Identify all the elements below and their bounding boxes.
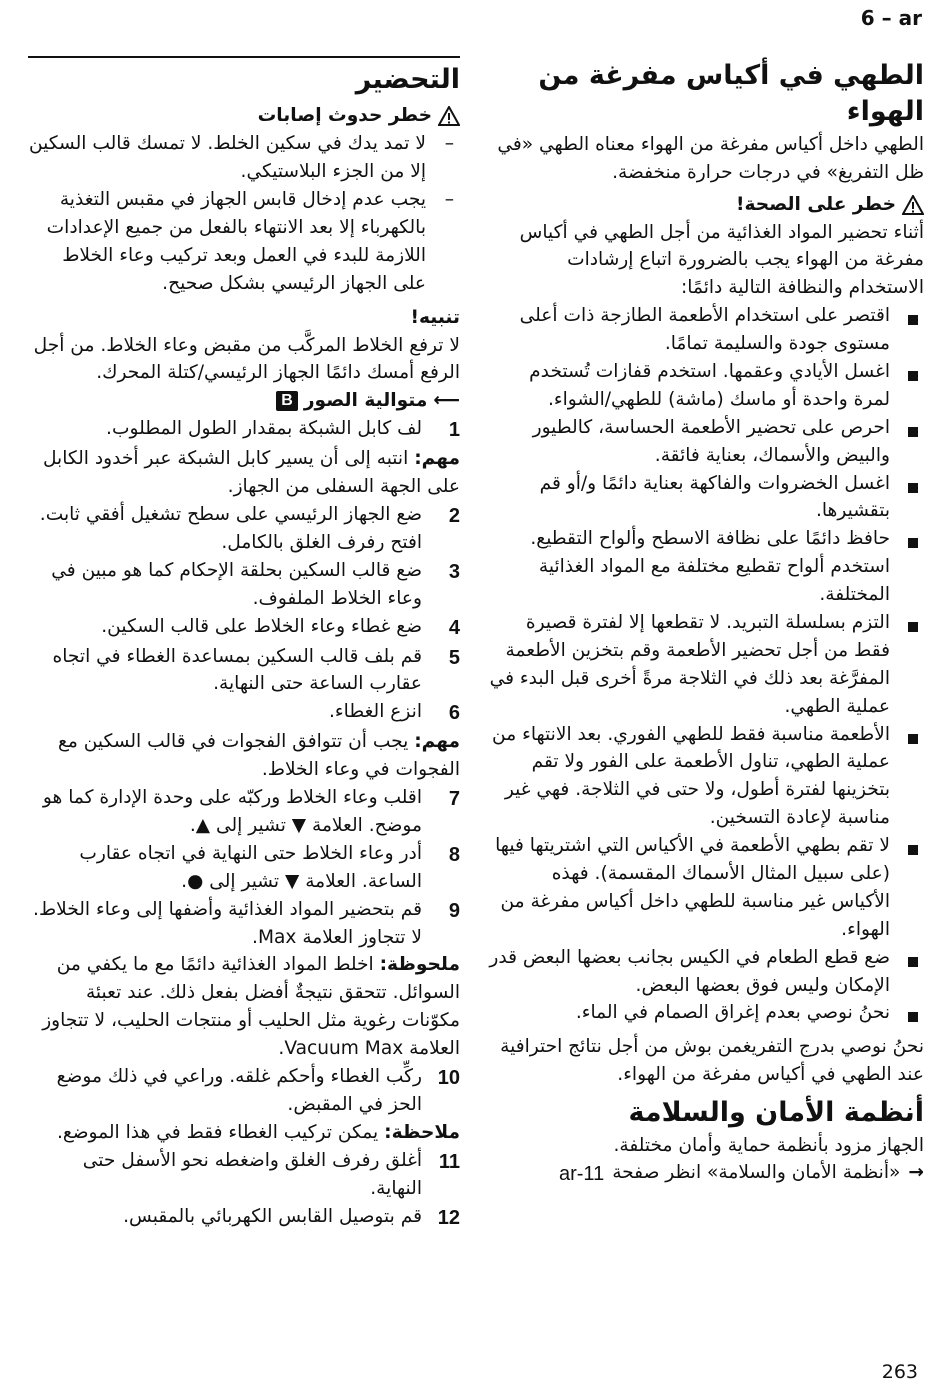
note-text: انتبه إلى أن يسير كابل الشبكة عبر أخدود الكابل على الجهة السفلى من الجهاز. — [42, 448, 460, 498]
step-number: 12 — [437, 1206, 460, 1229]
step — [28, 501, 460, 557]
health-warning-title: خطر على الصحة! — [736, 193, 896, 215]
step-text: ركِّب الغطاء وأحكم غلقه. وراعي في ذلك موضع الحز في المقبض. — [56, 1066, 422, 1115]
step — [28, 1147, 460, 1203]
step — [28, 784, 460, 840]
image-sequence-label: متوالية الصور — [303, 390, 428, 412]
injury-warning-list — [28, 130, 460, 297]
figure-b-badge: B — [276, 391, 298, 411]
note-text: يجب أن تتوافق الفجوات في قالب السكين مع الفجوات في وعاء الخلاط. — [57, 731, 460, 781]
injury-warning-heading — [28, 102, 460, 130]
step-text: أغلق رفرف الغلق واضغطه نحو الأسفل حتى النهاية. — [82, 1149, 422, 1199]
health-warning-heading — [488, 191, 924, 219]
list-item: اقتصر على استخدام الأطعمة الطازجة ذات أعلى مستوى جودة والسليمة تمامًا. — [488, 302, 924, 358]
step-number: 4 — [448, 616, 460, 639]
step-text: أدر وعاء الخلاط حتى النهاية في اتجاه عقارب الساعة. العلامة ▼ تشير إلى ●. — [79, 842, 422, 892]
note-label: ملاحظة: — [384, 1121, 460, 1143]
list-item: نحنُ نوصي بعدم إغراق الصمام في الماء. — [488, 999, 924, 1027]
safety-ref-page: ar-11 — [558, 1163, 605, 1186]
step — [28, 1063, 460, 1119]
step-number: 5 — [448, 646, 460, 669]
step-number: 9 — [448, 899, 460, 922]
injury-warning-title: خطر حدوث إصابات — [257, 105, 432, 127]
warning-triangle-icon — [438, 106, 460, 126]
safety-title: أنظمة الأمان والسلامة — [628, 1097, 924, 1129]
step — [28, 415, 460, 445]
step — [28, 1203, 460, 1233]
image-sequence-heading — [28, 387, 460, 415]
step-text: قم بتوصيل القابس الكهربائي بالمقبس. — [123, 1205, 422, 1227]
step-text: ضع قالب السكين بحلقة الإحكام كما هو مبين في وعاء الخلاط الملفوف. — [51, 559, 422, 609]
step-text: انزع الغطاء. — [329, 701, 422, 723]
note — [28, 728, 460, 784]
preparation-column — [28, 56, 460, 1233]
safety-reference — [488, 1159, 924, 1189]
step-text: قم بلف قالب السكين بمساعدة الغطاء في اتجاه عقارب الساعة حتى النهاية. — [52, 645, 422, 695]
step-number: 6 — [448, 702, 460, 725]
list-item: – لا تمد يدك في سكين الخلط. لا تمسك قالب السكين إلا من الجزء البلاستيكي. — [28, 130, 460, 186]
step-number: 2 — [448, 505, 460, 528]
step-text: اقلب وعاء الخلاط وركبّه على وحدة الإدارة كما هو موضح. العلامة ▼ تشير إلى ▲. — [42, 787, 422, 837]
step-number: 10 — [437, 1067, 460, 1090]
recommendation-text: نحنُ نوصي بدرج التفريغمن بوش من أجل نتائج احترافية عند الطهي في أكياس مفرغة من الهواء. — [500, 1036, 924, 1086]
step — [28, 840, 460, 896]
vacuum-cooking-intro: الطهي داخل أكياس مفرغة من الهواء معناه الطهي «في ظل التفريغ» في درجات حرارة منخفضة. — [497, 133, 924, 183]
step-number: 11 — [438, 1150, 460, 1173]
step — [28, 557, 460, 613]
list-item: – يجب عدم إدخال قابس الجهاز في مقبس التغذية بالكهرباء إلا بعد الانتهاء بالفعل من جميع الإعدادات اللازمة للبدء في العمل وبعد تركيب وعاء الخلاط على الجهاز الرئيسي بشكل صحيح. — [28, 186, 460, 298]
step-number: 8 — [448, 843, 460, 866]
list-item: التزم بسلسلة التبريد. لا تقطعها إلا لفترة قصيرة فقط من أجل تحضير الأطعمة وقم بتخزين الأطعمة المفرَّغة بعد ذلك في الثلاجة مرةً أخرى قبل البدء في عملية الطهي. — [488, 609, 924, 721]
safety-ref-text: «أنظمة الأمان والسلامة» انظر صفحة — [612, 1162, 901, 1184]
page-number: 263 — [881, 1361, 918, 1383]
step — [28, 643, 460, 699]
note — [28, 1119, 460, 1147]
caution-text: لا ترفع الخلاط المركَّب من مقبض وعاء الخلاط. من أجل الرفع أمسك دائمًا الجهاز الرئيسي/كتلة المحرك. — [33, 334, 460, 384]
step — [28, 613, 460, 643]
safety-text: الجهاز مزود بأنظمة حماية وأمان مختلفة. — [613, 1134, 924, 1156]
preparation-title: التحضير — [355, 64, 460, 95]
list-item: اغسل الأيادي وعقمها. استخدم قفازات تُستخدم لمرة واحدة أو ماسك (ماشة) للطهي/الشواء. — [488, 358, 924, 414]
step-text: ضع الجهاز الرئيسي على سطح تشغيل أفقي ثابت. افتح رفرف الغلق بالكامل. — [39, 504, 422, 553]
arrow-icon: → — [908, 1162, 924, 1184]
note-label: ملحوظة: — [379, 954, 460, 976]
list-item: اغسل الخضروات والفاكهة بعناية دائمًا و/أو قم بتقشيرها. — [488, 470, 924, 526]
list-item: احرص على تحضير الأطعمة الحساسة، كالطيور والبيض والأسماك، بعناية فائقة. — [488, 414, 924, 470]
step-text: ضع غطاء وعاء الخلاط على قالب السكين. — [101, 615, 422, 637]
health-warning-text: أثناء تحضير المواد الغذائية من أجل الطهي في أكياس مفرغة من الهواء يجب بالضرورة اتباع إرشادات الاستخدام والنظافة التالية دائمًا: — [519, 221, 924, 299]
list-item: الأطعمة مناسبة فقط للطهي الفوري. بعد الانتهاء من عملية الطهي، تناول الأطعمة على الفور ولا تقم بتخزينها لفترة أطول، ولا حتى في الثلاجة. فهي غير مناسبة لإعادة التسخين. — [488, 721, 924, 833]
step-number: 3 — [448, 560, 460, 583]
note-label: مهم: — [414, 448, 460, 470]
note — [28, 445, 460, 501]
vacuum-cooking-title: الطهي في أكياس مفرغة من الهواء — [538, 60, 924, 128]
hygiene-list — [488, 302, 924, 1027]
step-text: لف كابل الشبكة بمقدار الطول المطلوب. — [106, 418, 422, 440]
list-item: لا تقم بطهي الأطعمة في الأكياس التي اشتريتها فيها (على سبيل المثال الأسماك المقسمة). فهذه الأكياس غير مناسبة للطهي داخل أكياس مفرغة من الهواء. — [488, 832, 924, 944]
warning-triangle-icon — [902, 195, 924, 215]
section-label: 6 – ar — [860, 6, 922, 30]
note-text: يمكن تركيب الغطاء فقط في هذا الموضع. — [56, 1121, 379, 1143]
list-item: ضع قطع الطعام في الكيس بجانب بعضها البعض قدر الإمكان وليس فوق بعضها البعض. — [488, 944, 924, 1000]
step-number: 1 — [448, 419, 460, 442]
caution-title: تنبيه! — [410, 306, 460, 328]
vacuum-cooking-column — [488, 58, 924, 1189]
note-label: مهم: — [414, 731, 460, 753]
note-text: اخلط المواد الغذائية دائمًا مع ما يكفي من السوائل. تتحقق نتيجةٌ أفضل بفعل ذلك. عند تعبئة مكوّنات رغوية مثل الحليب أو منتجات الحليب، لا تتجاوز العلامة Vacuum Max. — [42, 954, 460, 1060]
arrow-icon: ⟵ — [433, 390, 460, 412]
list-item: حافظ دائمًا على نظافة الاسطح وألواح التقطيع. استخدم ألواح تقطيع مختلفة مع المواد الغذائية المختلفة. — [488, 525, 924, 609]
step-text: قم بتحضير المواد الغذائية وأضفها إلى وعاء الخلاط. لا تتجاوز العلامة Max. — [33, 898, 422, 948]
note — [28, 951, 460, 1063]
step — [28, 896, 460, 952]
step-number: 7 — [448, 788, 460, 811]
step — [28, 698, 460, 728]
